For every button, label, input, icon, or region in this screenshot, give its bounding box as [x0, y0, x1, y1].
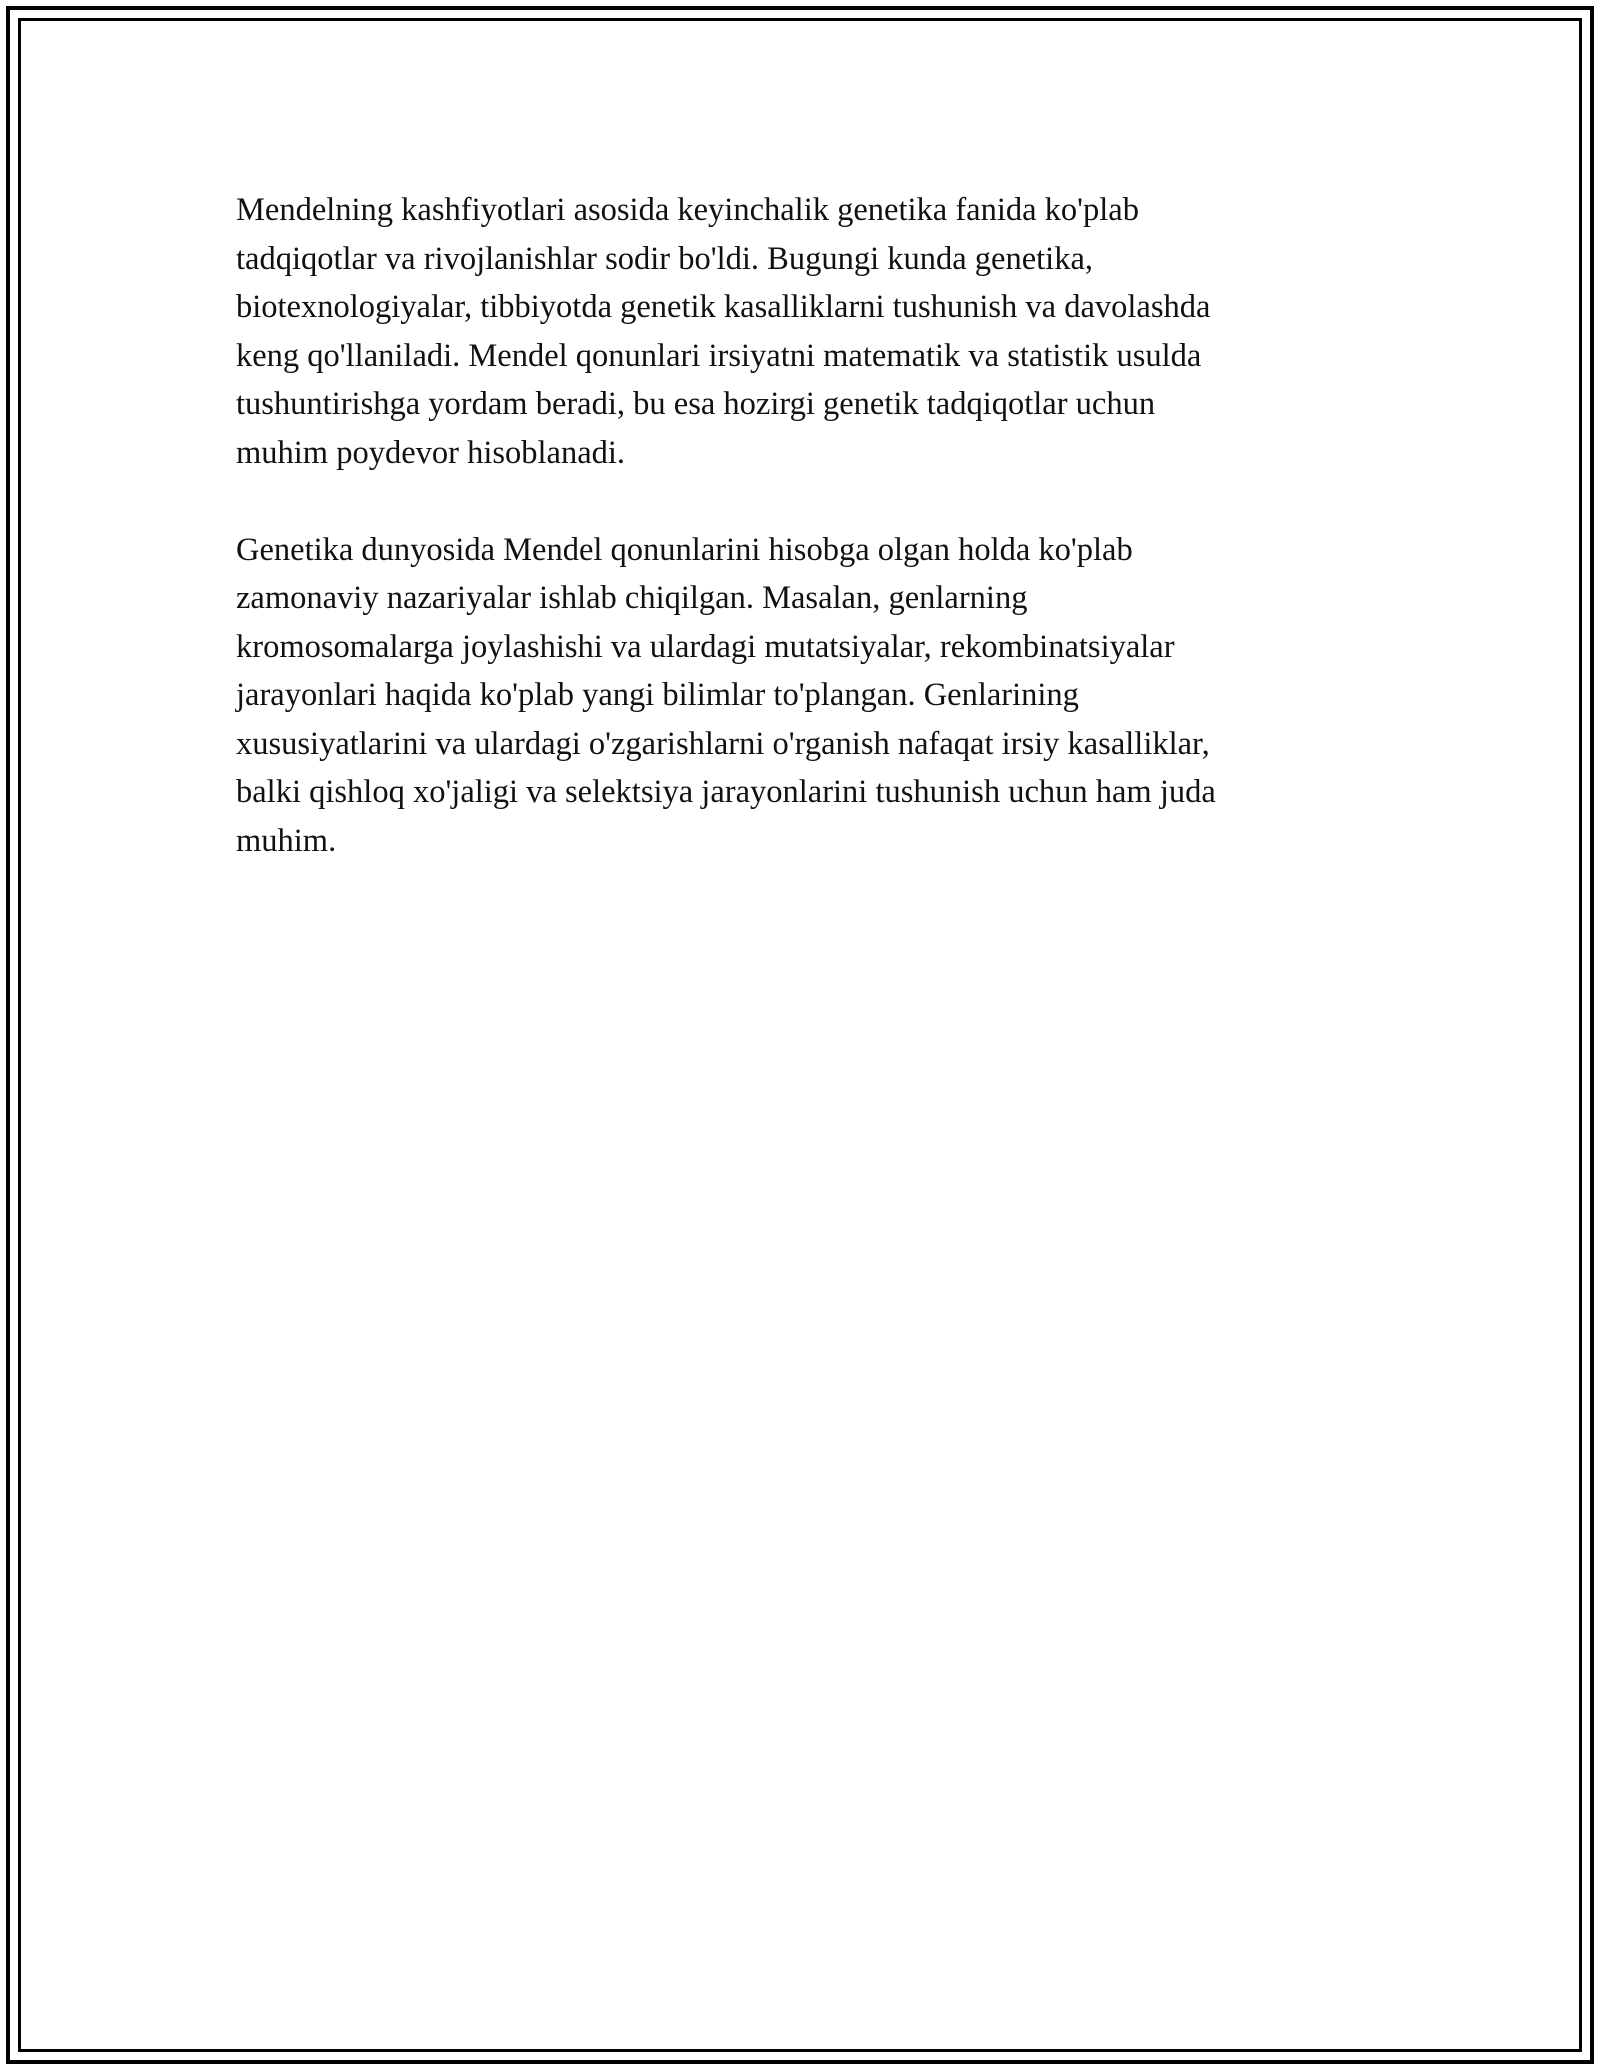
paragraph-2: Genetika dunyosida Mendel qonunlarini hisobga olgan holda ko'plab zamonaviy nazariyalar ishlab chiqilgan. Masalan, genlarning kromosomalarga joylashishi va ulardagi mutatsiyalar, rekombinatsiyalar jarayonlari haqida ko'plab yangi bilimlar to'plangan. Genlarining xususiyatlarini va ulardagi o'zgarishlarni o'rganish nafaqat irsiy kasalliklar, balki qishloq xo'jaligi va selektsiya jarayonlarini tushunish uchun ham juda muhim.	[236, 531, 1216, 859]
document-body	[236, 186, 1366, 914]
paragraph-1: Mendelning kashfiyotlari asosida keyinchalik genetika fanida ko'plab tadqiqotlar va rivojlanishlar sodir bo'ldi. Bugungi kunda genetika, biotexnologiyalar, tibbiyotda genetik kasalliklarni tushunish va davolashda keng qo'llaniladi. Mendel qonunlari irsiyatni matematik va statistik usulda tushuntirishga yordam beradi, bu esa hozirgi genetik tadqiqotlar uchun muhim poydevor hisoblanadi.	[236, 192, 1211, 471]
